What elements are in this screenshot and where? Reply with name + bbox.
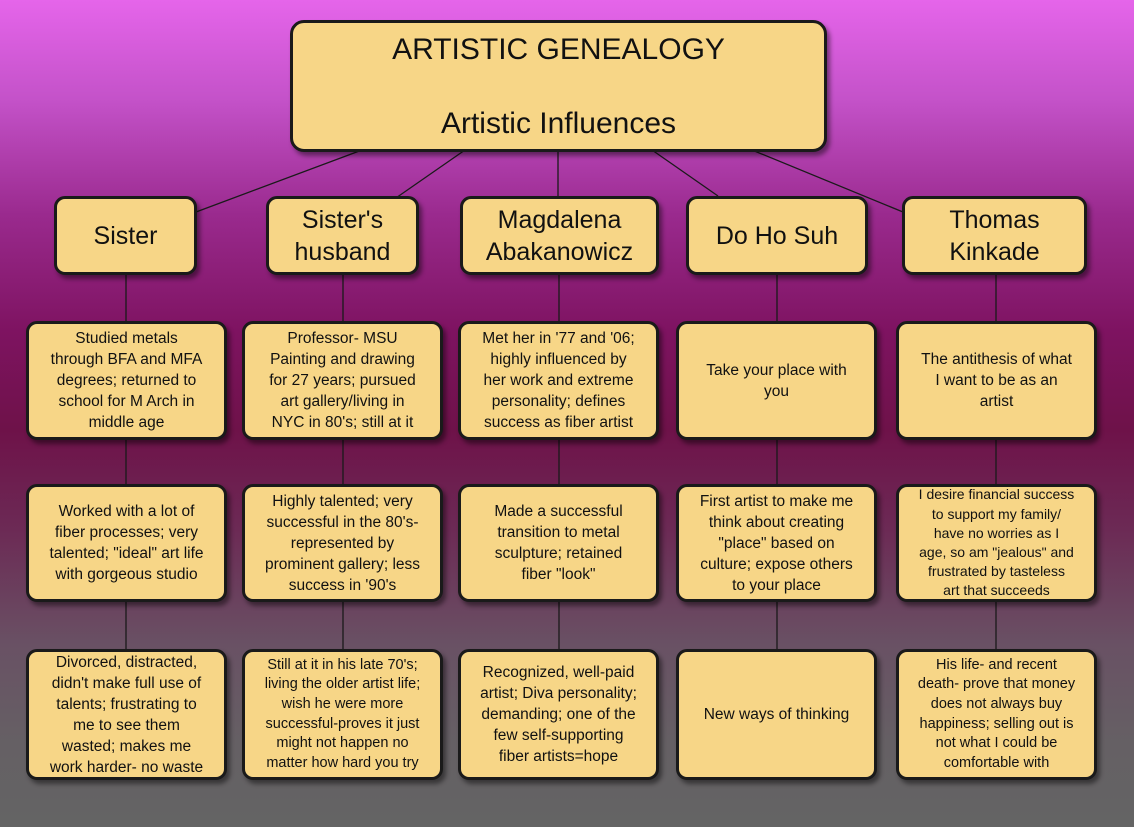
cell-kinkade-1: The antithesis of what I want to be as an artist xyxy=(896,321,1097,440)
heading-sister: Sister xyxy=(54,196,197,275)
cell-kinkade-2: I desire financial success to support my family/ have no worries as I age, so am "jealous" and frustrated by tasteless art that succeeds xyxy=(896,484,1097,602)
cell-husband-1: Professor- MSU Painting and drawing for 27 years; pursued art gallery/living in NYC in 80's; still at it xyxy=(242,321,443,440)
cell-husband-2: Highly talented; very successful in the 80's- represented by prominent gallery; less success in '90's xyxy=(242,484,443,602)
heading-sisters-husband: Sister's husband xyxy=(266,196,419,275)
cell-dohosuh-2: First artist to make me think about creating "place" based on culture; expose others to your place xyxy=(676,484,877,602)
title-line1: ARTISTIC GENEALOGY xyxy=(392,32,725,66)
cell-husband-3: Still at it in his late 70's; living the older artist life; wish he were more successful-proves it just might not happen no matter how hard you try xyxy=(242,649,443,780)
cell-dohosuh-3: New ways of thinking xyxy=(676,649,877,780)
cell-kinkade-3: His life- and recent death- prove that money does not always buy happiness; selling out is not what I could be comfortable with xyxy=(896,649,1097,780)
connector-title-husband xyxy=(393,150,465,200)
title-line2: Artistic Influences xyxy=(440,106,677,140)
cell-dohosuh-1: Take your place with you xyxy=(676,321,877,440)
connector-title-dohosuh xyxy=(652,150,718,196)
cell-magdalena-2: Made a successful transition to metal sculpture; retained fiber "look" xyxy=(458,484,659,602)
cell-sister-3: Divorced, distracted, didn't make full use of talents; frustrating to me to see them wasted; makes me work harder- no waste xyxy=(26,649,227,780)
heading-do-ho-suh: Do Ho Suh xyxy=(686,196,868,275)
cell-magdalena-3: Recognized, well-paid artist; Diva personality; demanding; one of the few self-supporting fiber artists=hope xyxy=(458,649,659,780)
cell-sister-1: Studied metals through BFA and MFA degrees; returned to school for M Arch in middle age xyxy=(26,321,227,440)
heading-magdalena-abakanowicz: Magdalena Abakanowicz xyxy=(460,196,659,275)
cell-magdalena-1: Met her in '77 and '06; highly influenced by her work and extreme personality; defines success as fiber artist xyxy=(458,321,659,440)
heading-thomas-kinkade: Thomas Kinkade xyxy=(902,196,1087,275)
title-box xyxy=(290,20,827,152)
cell-sister-2: Worked with a lot of fiber processes; very talented; "ideal" art life with gorgeous studio xyxy=(26,484,227,602)
